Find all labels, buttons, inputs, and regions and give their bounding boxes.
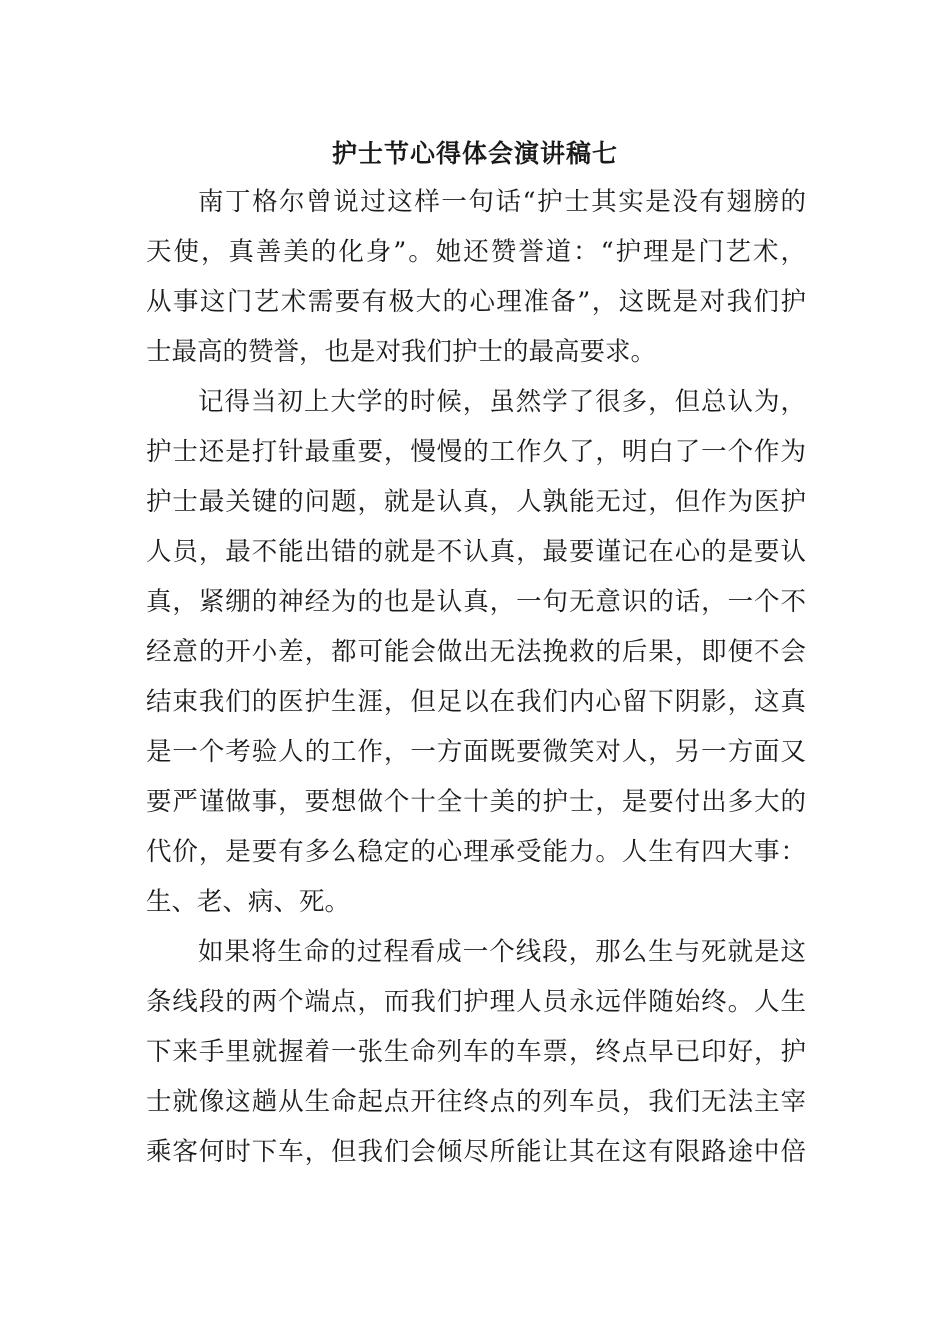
text-line: 记得当初上大学的时候，虽然学了很多，但总认为， <box>198 387 806 417</box>
text-line: 人员，最不能出错的就是不认真，最要谨记在心的是要认 <box>146 537 806 567</box>
text-line: 真，紧绷的神经为的也是认真，一句无意识的话，一个不 <box>146 587 806 617</box>
text-line: 乘客何时下车，但我们会倾尽所能让其在这有限路途中倍 <box>146 1137 806 1167</box>
text-line: 士最高的赞誉，也是对我们护士的最高要求。 <box>146 337 657 367</box>
text-line: 护士还是打针最重要，慢慢的工作久了，明白了一个作为 <box>146 437 806 467</box>
text-line: 代价，是要有多么稳定的心理承受能力。人生有四大事： <box>146 837 806 867</box>
text-line: 如果将生命的过程看成一个线段，那么生与死就是这 <box>198 937 806 967</box>
text-line: 结束我们的医护生涯，但足以在我们内心留下阴影，这真 <box>146 687 806 717</box>
document-title: 护士节心得体会演讲稿七 <box>331 139 618 168</box>
text-line: 经意的开小差，都可能会做出无法挽救的后果，即便不会 <box>146 637 806 667</box>
text-line: 士就像这趟从生命起点开往终点的列车员，我们无法主宰 <box>146 1087 806 1117</box>
text-line: 是一个考验人的工作，一方面既要微笑对人，另一方面又 <box>146 737 806 767</box>
document-body <box>146 182 806 1182</box>
text-line: 从事这门艺术需要有极大的心理准备”，这既是对我们护 <box>146 287 806 317</box>
text-line: 天使，真善美的化身”。她还赞誉道：“护理是门艺术， <box>146 237 806 267</box>
text-line: 护士最关键的问题，就是认真，人孰能无过，但作为医护 <box>146 487 806 517</box>
text-line: 生、老、病、死。 <box>146 887 351 917</box>
text-line: 条线段的两个端点，而我们护理人员永远伴随始终。人生 <box>146 987 806 1017</box>
text-line: 要严谨做事，要想做个十全十美的护士，是要付出多大的 <box>146 787 806 817</box>
text-line: 南丁格尔曾说过这样一句话“护士其实是没有翅膀的 <box>198 187 806 217</box>
text-line: 下来手里就握着一张生命列车的车票，终点早已印好，护 <box>146 1037 806 1067</box>
